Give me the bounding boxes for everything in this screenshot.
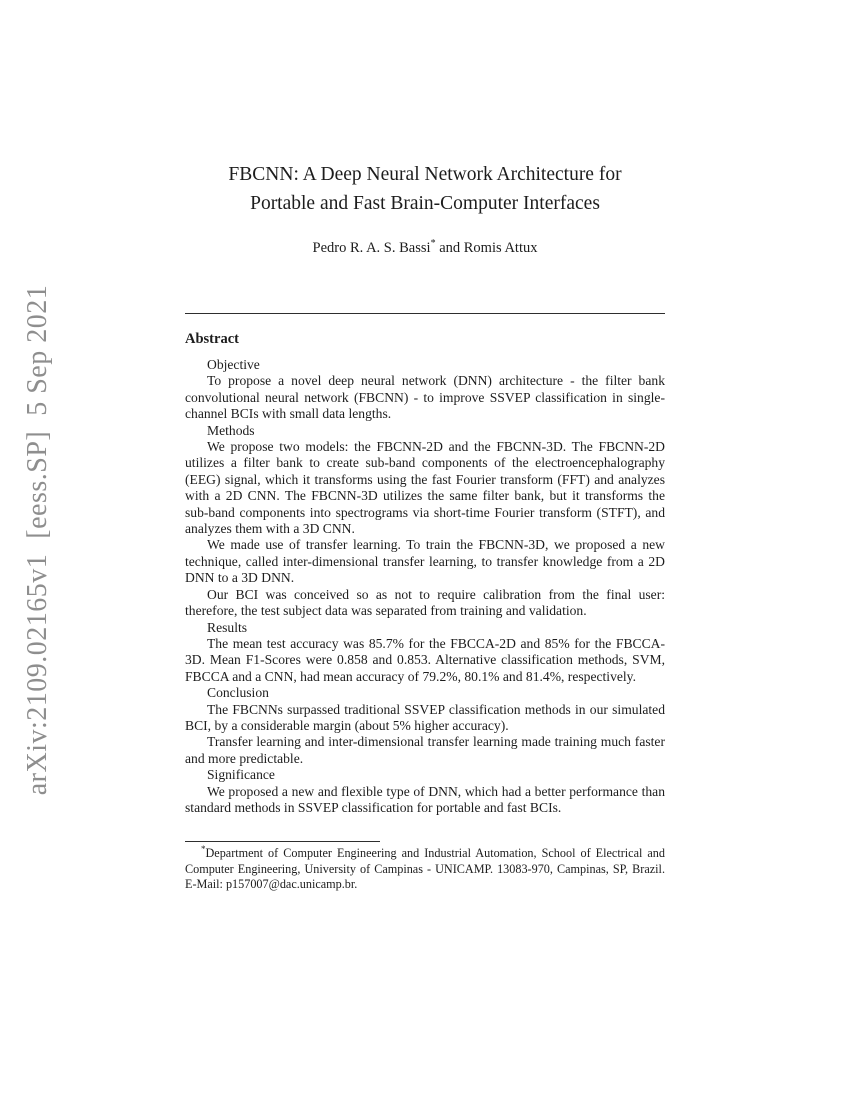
abstract-paragraph-objective: To propose a novel deep neural network (DNN) architecture - the filter bank convolutional neural network (FBCNN) - to improve SSVEP classification in single-channel BCIs with small data lengths.: [185, 373, 665, 422]
author-name-2: and Romis Attux: [435, 240, 538, 256]
paper-content: [185, 0, 665, 892]
abstract-paragraph-methods-label: Methods: [207, 422, 255, 438]
footnote-text: [185, 846, 665, 892]
footnote-body: Department of Computer Engineering and Industrial Automation, School of Electrical and Computer Engineering, University of Campinas - UNICAMP. 13083-970, Campinas, SP, Brazil. E-Mail: p157007@dac.unicamp.br.: [185, 846, 665, 891]
abstract-paragraph-methods-2: We made use of transfer learning. To train the FBCNN-3D, we proposed a new technique, called inter-dimensional transfer learning, to transfer knowledge from a 2D DNN to a 3D DNN.: [185, 537, 665, 586]
author-footnote-marker: *: [430, 238, 436, 250]
abstract-paragraph-objective-label: Objective: [207, 357, 260, 372]
abstract-heading: Abstract: [185, 331, 239, 347]
abstract-paragraph-conclusion-2: Transfer learning and inter-dimensional transfer learning made training much faster and more predictable.: [185, 734, 665, 766]
abstract-paragraph-conclusion-label: Conclusion: [207, 685, 269, 701]
abstract-paragraph-significance-label: Significance: [207, 767, 275, 783]
footnote-rule: [185, 841, 380, 842]
footnote: [185, 841, 665, 892]
abstract-paragraph-methods-3: Our BCI was conceived so as not to require calibration from the final user: therefore, the test subject data was separated from training and validation.: [185, 586, 665, 619]
abstract-paragraph-significance: We proposed a new and flexible type of DNN, which had a better performance than standard methods in SSVEP classification for portable and fast BCIs.: [185, 783, 665, 815]
abstract-paragraph-methods-1: We propose two models: the FBCNN-2D and the FBCNN-3D. The FBCNN-2D utilizes a filter bank to create sub-band components of the electroencephalography (EEG) signal, which it transforms using the fast Fourier transform (FFT) and analyzes with a 2D CNN. The FBCNN-3D utilizes the same filter bank, but it transforms the sub-band components into spectrograms via short-time Fourier transform (STFT), and analyzes them with a 3D CNN.: [185, 439, 665, 537]
abstract-paragraph-conclusion-1: The FBCNNs surpassed traditional SSVEP classification methods in our simulated BCI, by a considerable margin (about 5% higher accuracy).: [185, 701, 665, 733]
paper-title: [185, 160, 665, 218]
abstract-paragraph-results: The mean test accuracy was 85.7% for the FBCCA-2D and 85% for the FBCCA-3D. Mean F1-Scores were 0.858 and 0.853. Alternative classification methods, SVM, FBCCA and a CNN, had mean accuracy of 79.2%, 80.1% and 81.4%, respectively.: [185, 635, 665, 684]
author-name-1: Pedro R. A. S. Bassi: [312, 240, 431, 256]
paper-authors: [185, 240, 665, 257]
arxiv-watermark: arXiv:2109.02165v1 [eess.SP] 5 Sep 2021: [22, 284, 53, 796]
abstract-top-rule: [185, 313, 665, 314]
paper-title-line-1: FBCNN: A Deep Neural Network Architecture for: [228, 164, 622, 185]
abstract-body: [185, 357, 665, 816]
paper-title-line-2: Portable and Fast Brain-Computer Interfaces: [250, 193, 600, 214]
abstract-paragraph-results-label: Results: [207, 619, 248, 635]
footnote-marker: *: [201, 844, 206, 855]
